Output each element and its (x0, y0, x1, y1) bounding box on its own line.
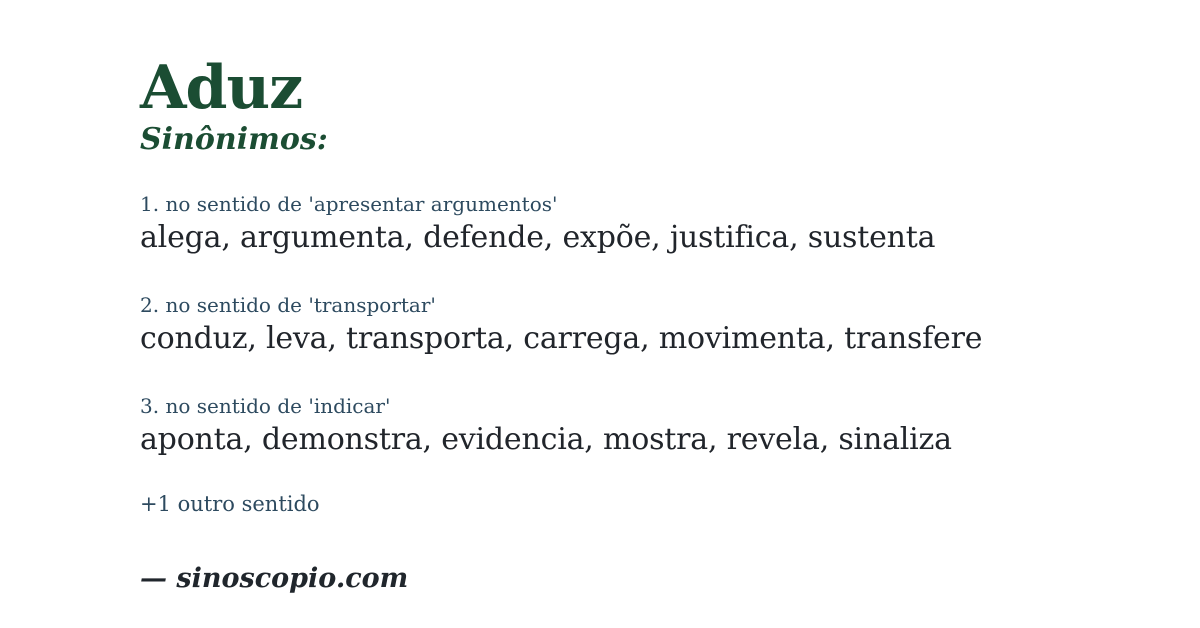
sense-item (140, 394, 1140, 458)
sense-synonyms: conduz, leva, transporta, carrega, movimenta, transfere (140, 321, 983, 356)
more-senses-link[interactable]: +1 outro sentido (140, 492, 320, 516)
attribution-source[interactable]: — sinoscopio.com (140, 563, 409, 595)
word-title: Aduz (140, 53, 303, 123)
sense-label: 1. no sentido de 'apresentar argumentos' (140, 192, 558, 216)
sense-synonyms: alega, argumenta, defende, expõe, justifica, sustenta (140, 220, 936, 255)
synonyms-heading: Sinônimos: (140, 122, 328, 157)
sense-item (140, 192, 1140, 256)
sense-synonyms: aponta, demonstra, evidencia, mostra, revela, sinaliza (140, 422, 952, 457)
sense-item (140, 293, 1140, 357)
sense-label: 3. no sentido de 'indicar' (140, 394, 391, 418)
sense-label: 2. no sentido de 'transportar' (140, 293, 436, 317)
